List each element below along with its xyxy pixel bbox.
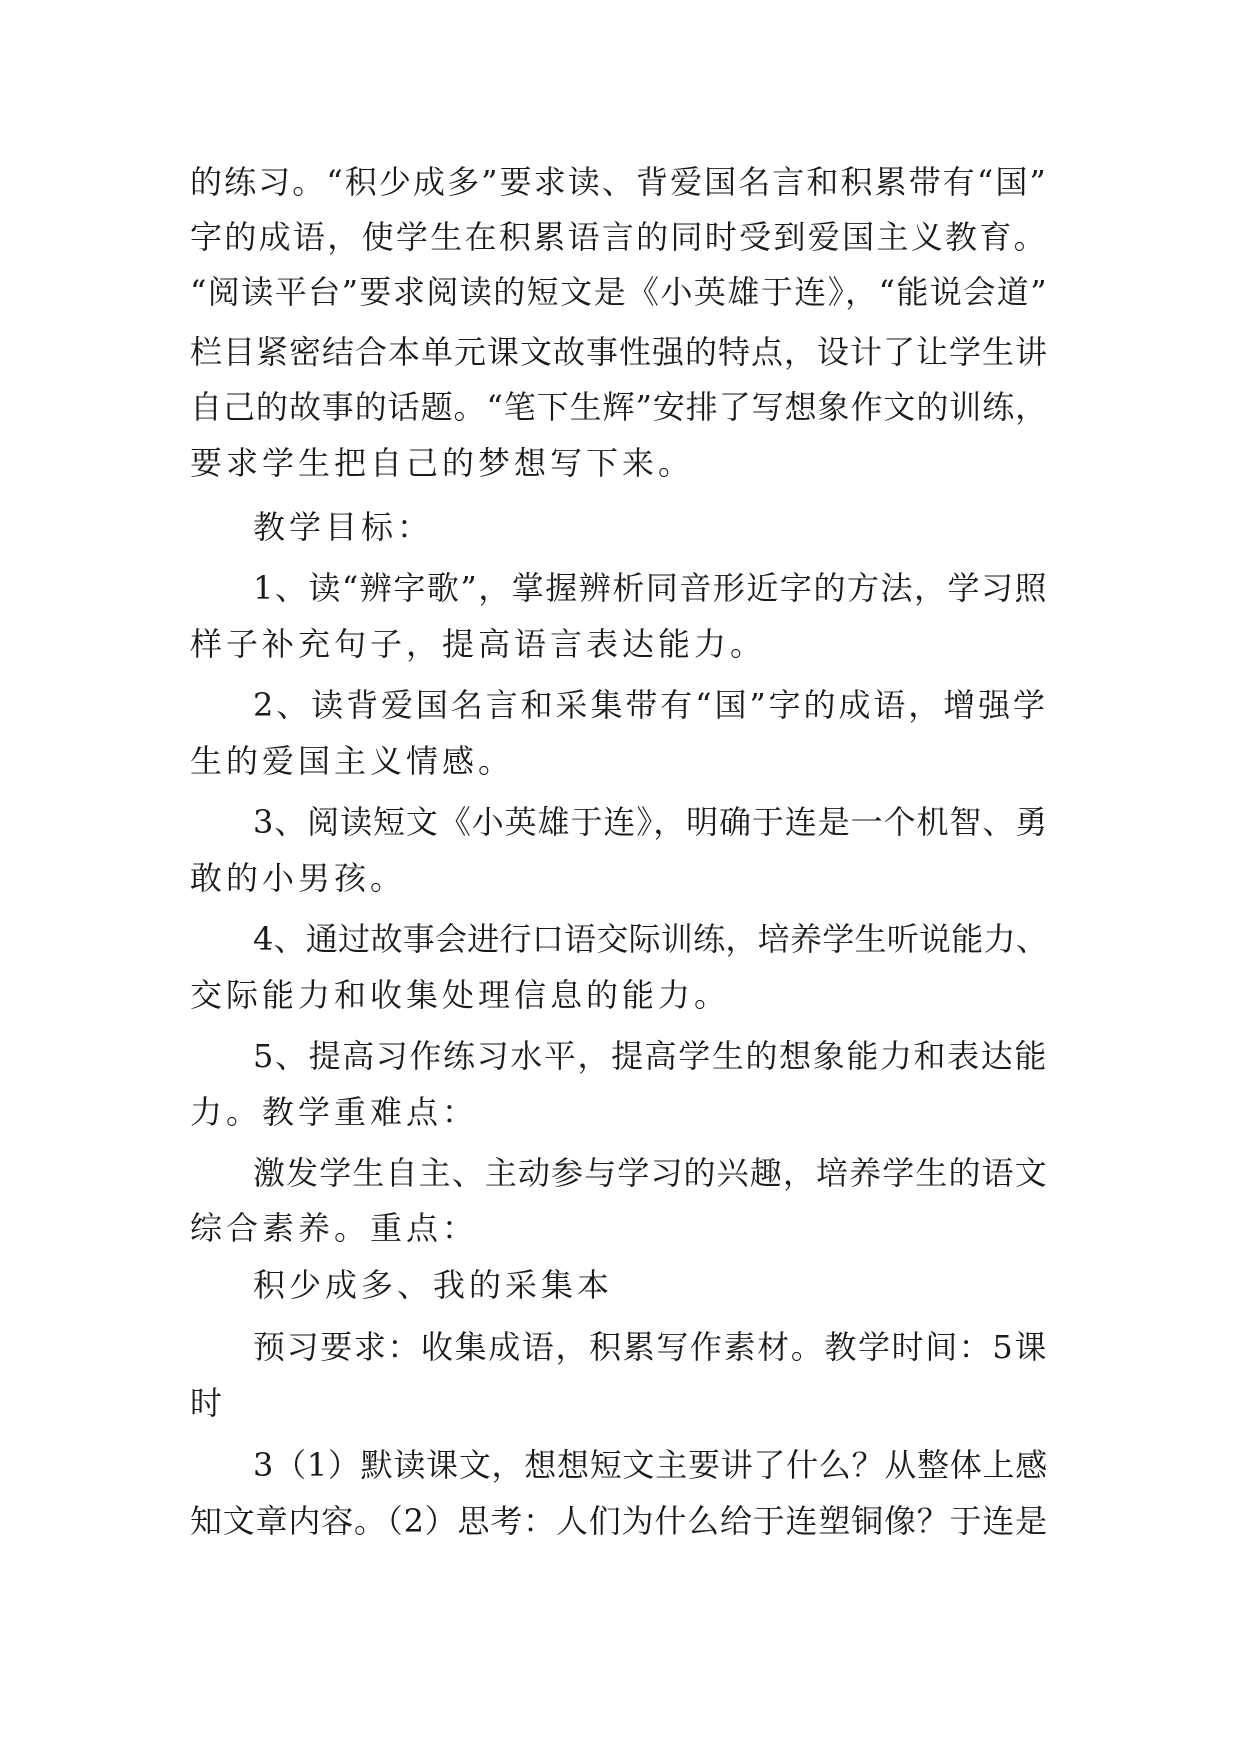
section-heading: 教学目标： — [253, 508, 434, 546]
text-line: 2、读背爱国名言和采集带有“国”字的成语，增强学 — [253, 686, 1048, 724]
text-line: 知文章内容。（2）思考：人们为什么给于连塑铜像？于连是 — [190, 1502, 1048, 1540]
text-line: 激发学生自主、主动参与学习的兴趣，培养学生的语文 — [253, 1154, 1048, 1192]
text-line: 综合素养。重点： — [190, 1209, 479, 1247]
text-line: 栏目紧密结合本单元课文故事性强的特点，设计了让学生讲 — [190, 333, 1049, 371]
text-line: 5、提高习作练习水平，提高学生的想象能力和表达能 — [253, 1037, 1049, 1075]
text-line: “阅读平台”要求阅读的短文是《小英雄于连》，“能说会道” — [190, 273, 1049, 311]
text-line: 的练习。“积少成多”要求读、背爱国名言和积累带有“国” — [190, 163, 1048, 201]
text-line: 3、阅读短文《小英雄于连》，明确于连是一个机智、勇 — [253, 803, 1049, 841]
text-line: 敢的小男孩。 — [190, 859, 407, 897]
text-line: 积少成多、我的采集本 — [253, 1266, 614, 1304]
text-line: 4、通过故事会进行口语交际训练，培养学生听说能力、 — [253, 920, 1049, 958]
text-line: 预习要求：收集成语，积累写作素材。教学时间：5课 — [253, 1328, 1049, 1366]
text-line: 生的爱国主义情感。 — [190, 742, 515, 780]
text-line: 3（1）默读课文，想想短文主要讲了什么？从整体上感 — [253, 1446, 1048, 1484]
text-line: 样子补充句子，提高语言表达能力。 — [190, 625, 767, 663]
text-line: 交际能力和收集处理信息的能力。 — [190, 976, 731, 1014]
text-line: 力。教学重难点： — [190, 1093, 479, 1131]
text-line: 要求学生把自己的梦想写下来。 — [190, 444, 695, 482]
text-line: 1、读“辨字歌”，掌握辨析同音形近字的方法，学习照 — [253, 569, 1049, 607]
text-line: 时 — [190, 1384, 227, 1422]
text-line: 字的成语，使学生在积累语言的同时受到爱国主义教育。 — [190, 218, 1049, 256]
text-line: 自己的故事的话题。“笔下生辉”安排了写想象作文的训练， — [190, 388, 1049, 426]
